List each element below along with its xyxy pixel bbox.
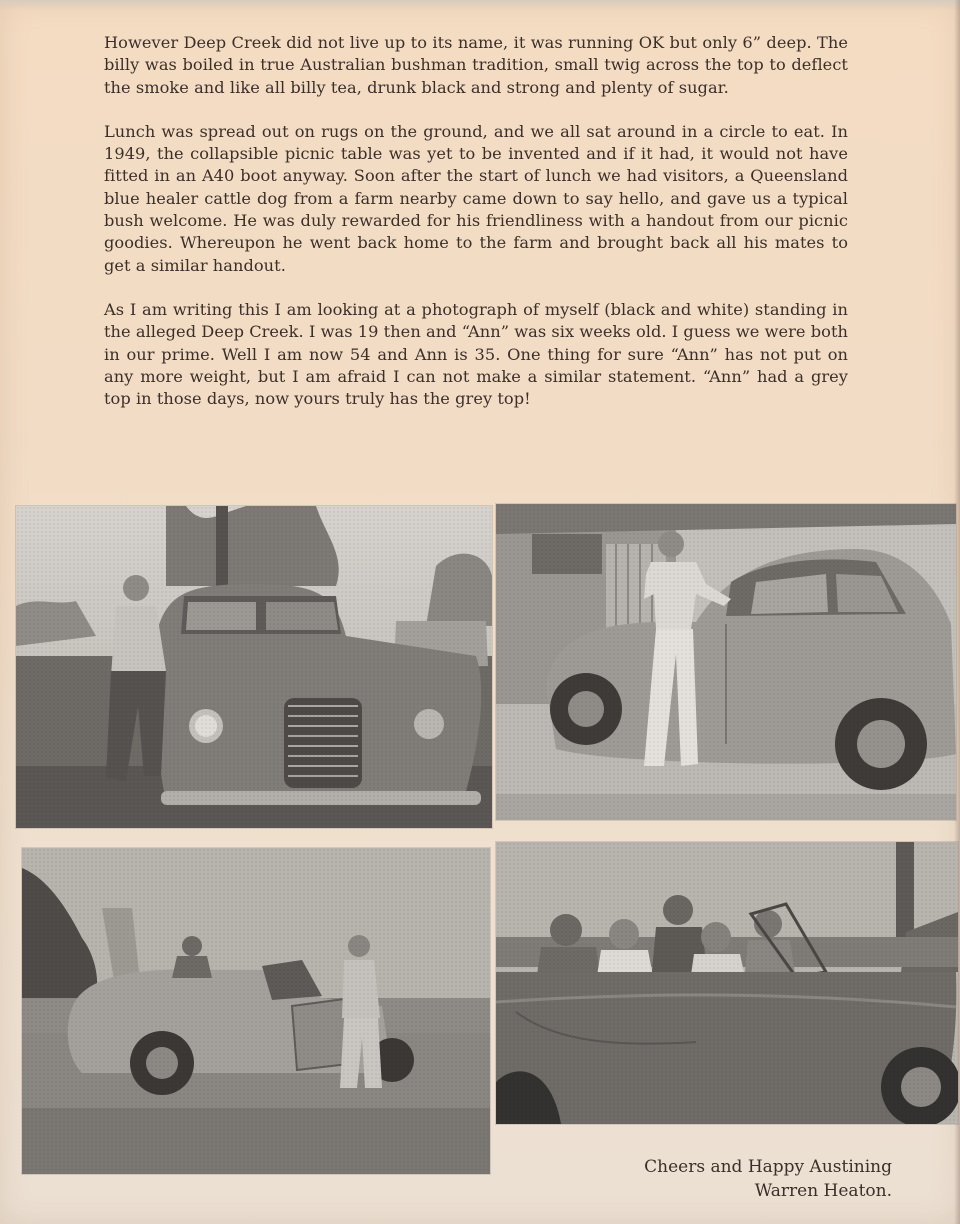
signoff-greeting: Cheers and Happy Austining bbox=[644, 1157, 892, 1177]
photo-man-beside-car-front bbox=[16, 506, 492, 828]
signoff bbox=[644, 1155, 892, 1203]
photo-passengers-in-tourer bbox=[496, 842, 958, 1124]
paragraph-lunch: Lunch was spread out on rugs on the ground, and we all sat around in a circle to eat. In 1949, the collapsible picnic table was yet to be invented and if it had, it would not have fitted in an A40 boot anyway. Soon after the start of lunch we had visitors, a Queensland blue healer cattle dog from a farm nearby came down to say hello, and gave us a typical bush welcome. He was duly rewarded for his friendliness with a handout from our picnic goodies. Whereupon he went back home to the farm and brought back all his mates to get a similar handout. bbox=[104, 121, 848, 275]
page-top-edge bbox=[0, 0, 960, 10]
photo-man-beside-car-side bbox=[496, 504, 956, 820]
paragraph-deep-creek: However Deep Creek did not live up to its name, it was running OK but only 6” deep. The billy was boiled in true Australian bushman tradition, small twig across the top to deflect the smoke and like all billy tea, drunk black and strong and plenty of sugar. bbox=[104, 33, 848, 97]
photo-tourer-door-open bbox=[22, 848, 490, 1174]
signoff-author: Warren Heaton. bbox=[754, 1181, 892, 1201]
paragraph-photograph: As I am writing this I am looking at a photograph of myself (black and white) standing in the alleged Deep Creek. I was 19 then and “Ann” was six weeks old. I guess we were both in our prime. Well I am now 54 and Ann is 35. One thing for sure “Ann” has not put on any more weight, but I am afraid I can not make a similar statement. “Ann” had a grey top in those days, now yours truly has the grey top! bbox=[104, 299, 848, 409]
article-text bbox=[104, 32, 848, 432]
